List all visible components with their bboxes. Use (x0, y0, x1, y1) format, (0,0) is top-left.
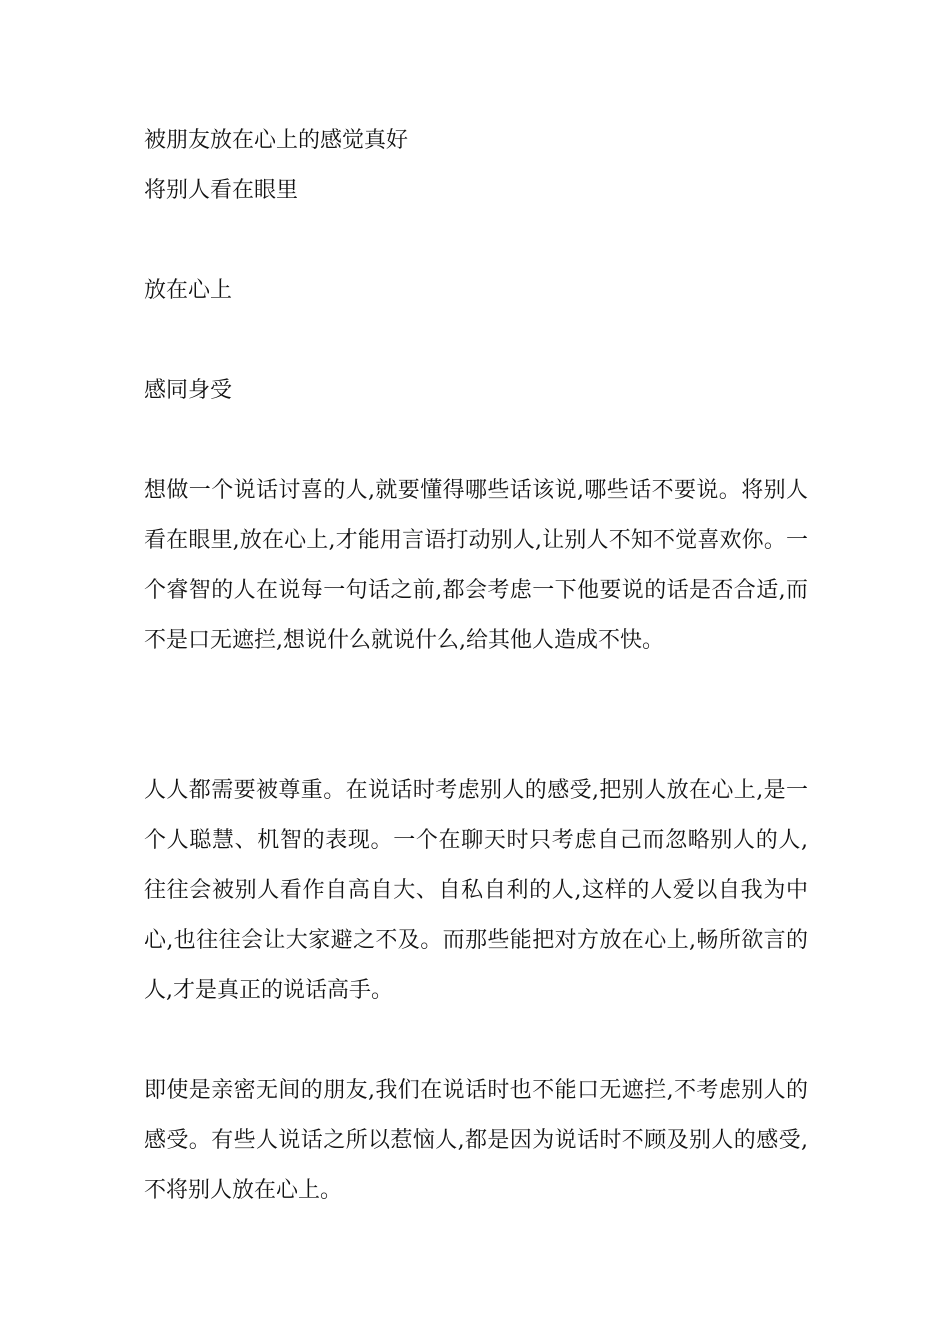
body-paragraph: 人人都需要被尊重。在说话时考虑别人的感受,把别人放在心上,是一个人聪慧、机智的表现。一个在聊天时只考虑自己而忽略别人的人,往往会被别人看作自高自大、自私自利的人,这样的人爱以自我为中心,也往往会让大家避之不及。而那些能把对方放在心上,畅所欲言的人,才是真正的说话高手。 (144, 778, 808, 1003)
document-title: 被朋友放在心上的感觉真好 (144, 128, 409, 153)
document-subtitle: 将别人看在眼里 (144, 178, 299, 203)
section-heading: 感同身受 (144, 378, 233, 403)
body-paragraph: 即使是亲密无间的朋友,我们在说话时也不能口无遮拦,不考虑别人的感受。有些人说话之所以惹恼人,都是因为说话时不顾及别人的感受,不将别人放在心上。 (144, 1078, 808, 1203)
section-heading: 放在心上 (144, 278, 233, 303)
body-paragraph: 想做一个说话讨喜的人,就要懂得哪些话该说,哪些话不要说。将别人看在眼里,放在心上,才能用言语打动别人,让别人不知不觉喜欢你。一个睿智的人在说每一句话之前,都会考虑一下他要说的话是否合适,而不是口无遮拦,想说什么就说什么,给其他人造成不快。 (144, 478, 808, 653)
